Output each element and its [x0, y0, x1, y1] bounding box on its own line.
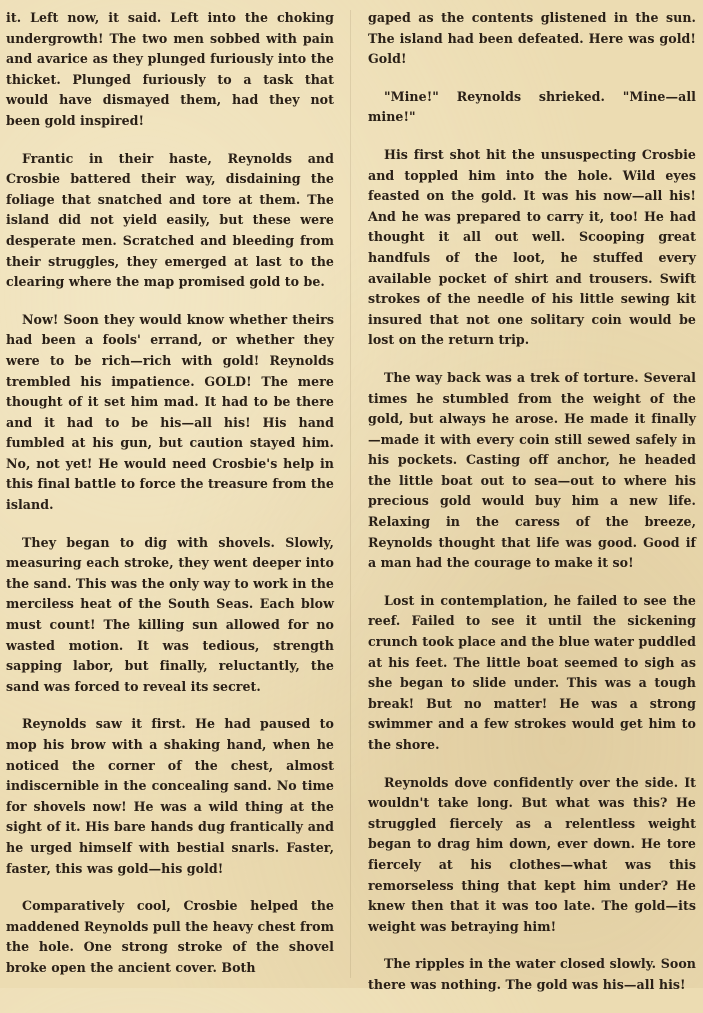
- paragraph-3: Now! Soon they would know whether theirs had been a fools' errand, or whether they were to be rich—rich with gold! Reynolds trembled his impatience. GOLD! The mere thought of it set him mad. It had to be there and it had to be his—all his! His hand fumbled at his gun, but caution stayed him. No, not yet! He would need Crosbie's help in this final battle to force the treasure from the island.: [6, 311, 334, 513]
- paragraph-2: Frantic in their haste, Reynolds and Crosbie battered their way, disdaining the foliage that snatched and tore at them. The island did not yield easily, but these were desperate men. Scratched and bleeding from their struggles, they emerged at last to the clearing where the map promised gold to be.: [6, 150, 334, 290]
- right-column: [368, 8, 696, 1013]
- paragraph-11: Lost in contemplation, he failed to see the reef. Failed to see it until the sickening crunch took place and the blue water puddled at his feet. The little boat seemed to sigh as she began to slide under. This was a tough break! But no matter! He was a strong swimmer and a few strokes would get him to the shore.: [368, 592, 696, 752]
- paragraph-4: They began to dig with shovels. Slowly, measuring each stroke, they went deeper into the sand. This was the only way to work in the merciless heat of the South Seas. Each blow must count! The killing sun allowed for no wasted motion. It was tedious, strength sapping labor, but finally, reluctantly, the sand was forced to reveal its secret.: [6, 534, 334, 694]
- paragraph-7: gaped as the contents glistened in the sun. The island had been defeated. Here was gold! Gold!: [368, 10, 696, 67]
- paragraph-10: The way back was a trek of torture. Several times he stumbled from the weight of the gold, but always he arose. He made it finally—made it with every coin still sewed safely in his pockets. Casting off anchor, he headed the little boat out to sea—out to where his precious gold would buy him a new life. Relaxing in the caress of the breeze, Reynolds thought that life was good. Good if a man had the courage to make it so!: [368, 369, 696, 571]
- paragraph-6: Comparatively cool, Crosbie helped the maddened Reynolds pull the heavy chest from the hole. One strong stroke of the shovel broke open the ancient cover. Both: [6, 898, 334, 975]
- paragraph-8: "Mine!" Reynolds shrieked. "Mine—all mine!": [368, 88, 696, 125]
- paragraph-1: it. Left now, it said. Left into the choking undergrowth! The two men sobbed with pain and avarice as they plunged furiously into the thicket. Plunged furiously to a task that would have dismayed them, had they not been gold inspired!: [6, 10, 334, 128]
- paragraph-5: Reynolds saw it first. He had paused to mop his brow with a shaking hand, when he noticed the corner of the chest, almost indiscernible in the concealing sand. No time for shovels now! He was a wild thing at the sight of it. His bare hands dug frantically and he urged himself with bestial snarls. Faster, faster, this was gold—his gold!: [6, 716, 334, 876]
- column-divider: [350, 10, 351, 978]
- paragraph-13: The ripples in the water closed slowly. Soon there was nothing. The gold was his—all his!: [368, 956, 696, 992]
- paragraph-9: His first shot hit the unsuspecting Crosbie and toppled him into the hole. Wild eyes feasted on the gold. It was his now—all his! And he was prepared to carry it, too! He had thought it all out well. Scooping great handfuls of the loot, he stuffed every available pocket of shirt and trousers. Swift strokes of the needle of his little sewing kit insured that not one solitary coin would be lost on the return trip.: [368, 146, 696, 348]
- paragraph-12: Reynolds dove confidently over the side. It wouldn't take long. But what was this? He struggled fiercely as a relentless weight began to drag him down, ever down. He tore fiercely at his clothes—what was this remorseless thing that kept him under? He knew then that it was too late. The gold—its weight was betraying him!: [368, 774, 696, 934]
- left-column: [6, 8, 334, 996]
